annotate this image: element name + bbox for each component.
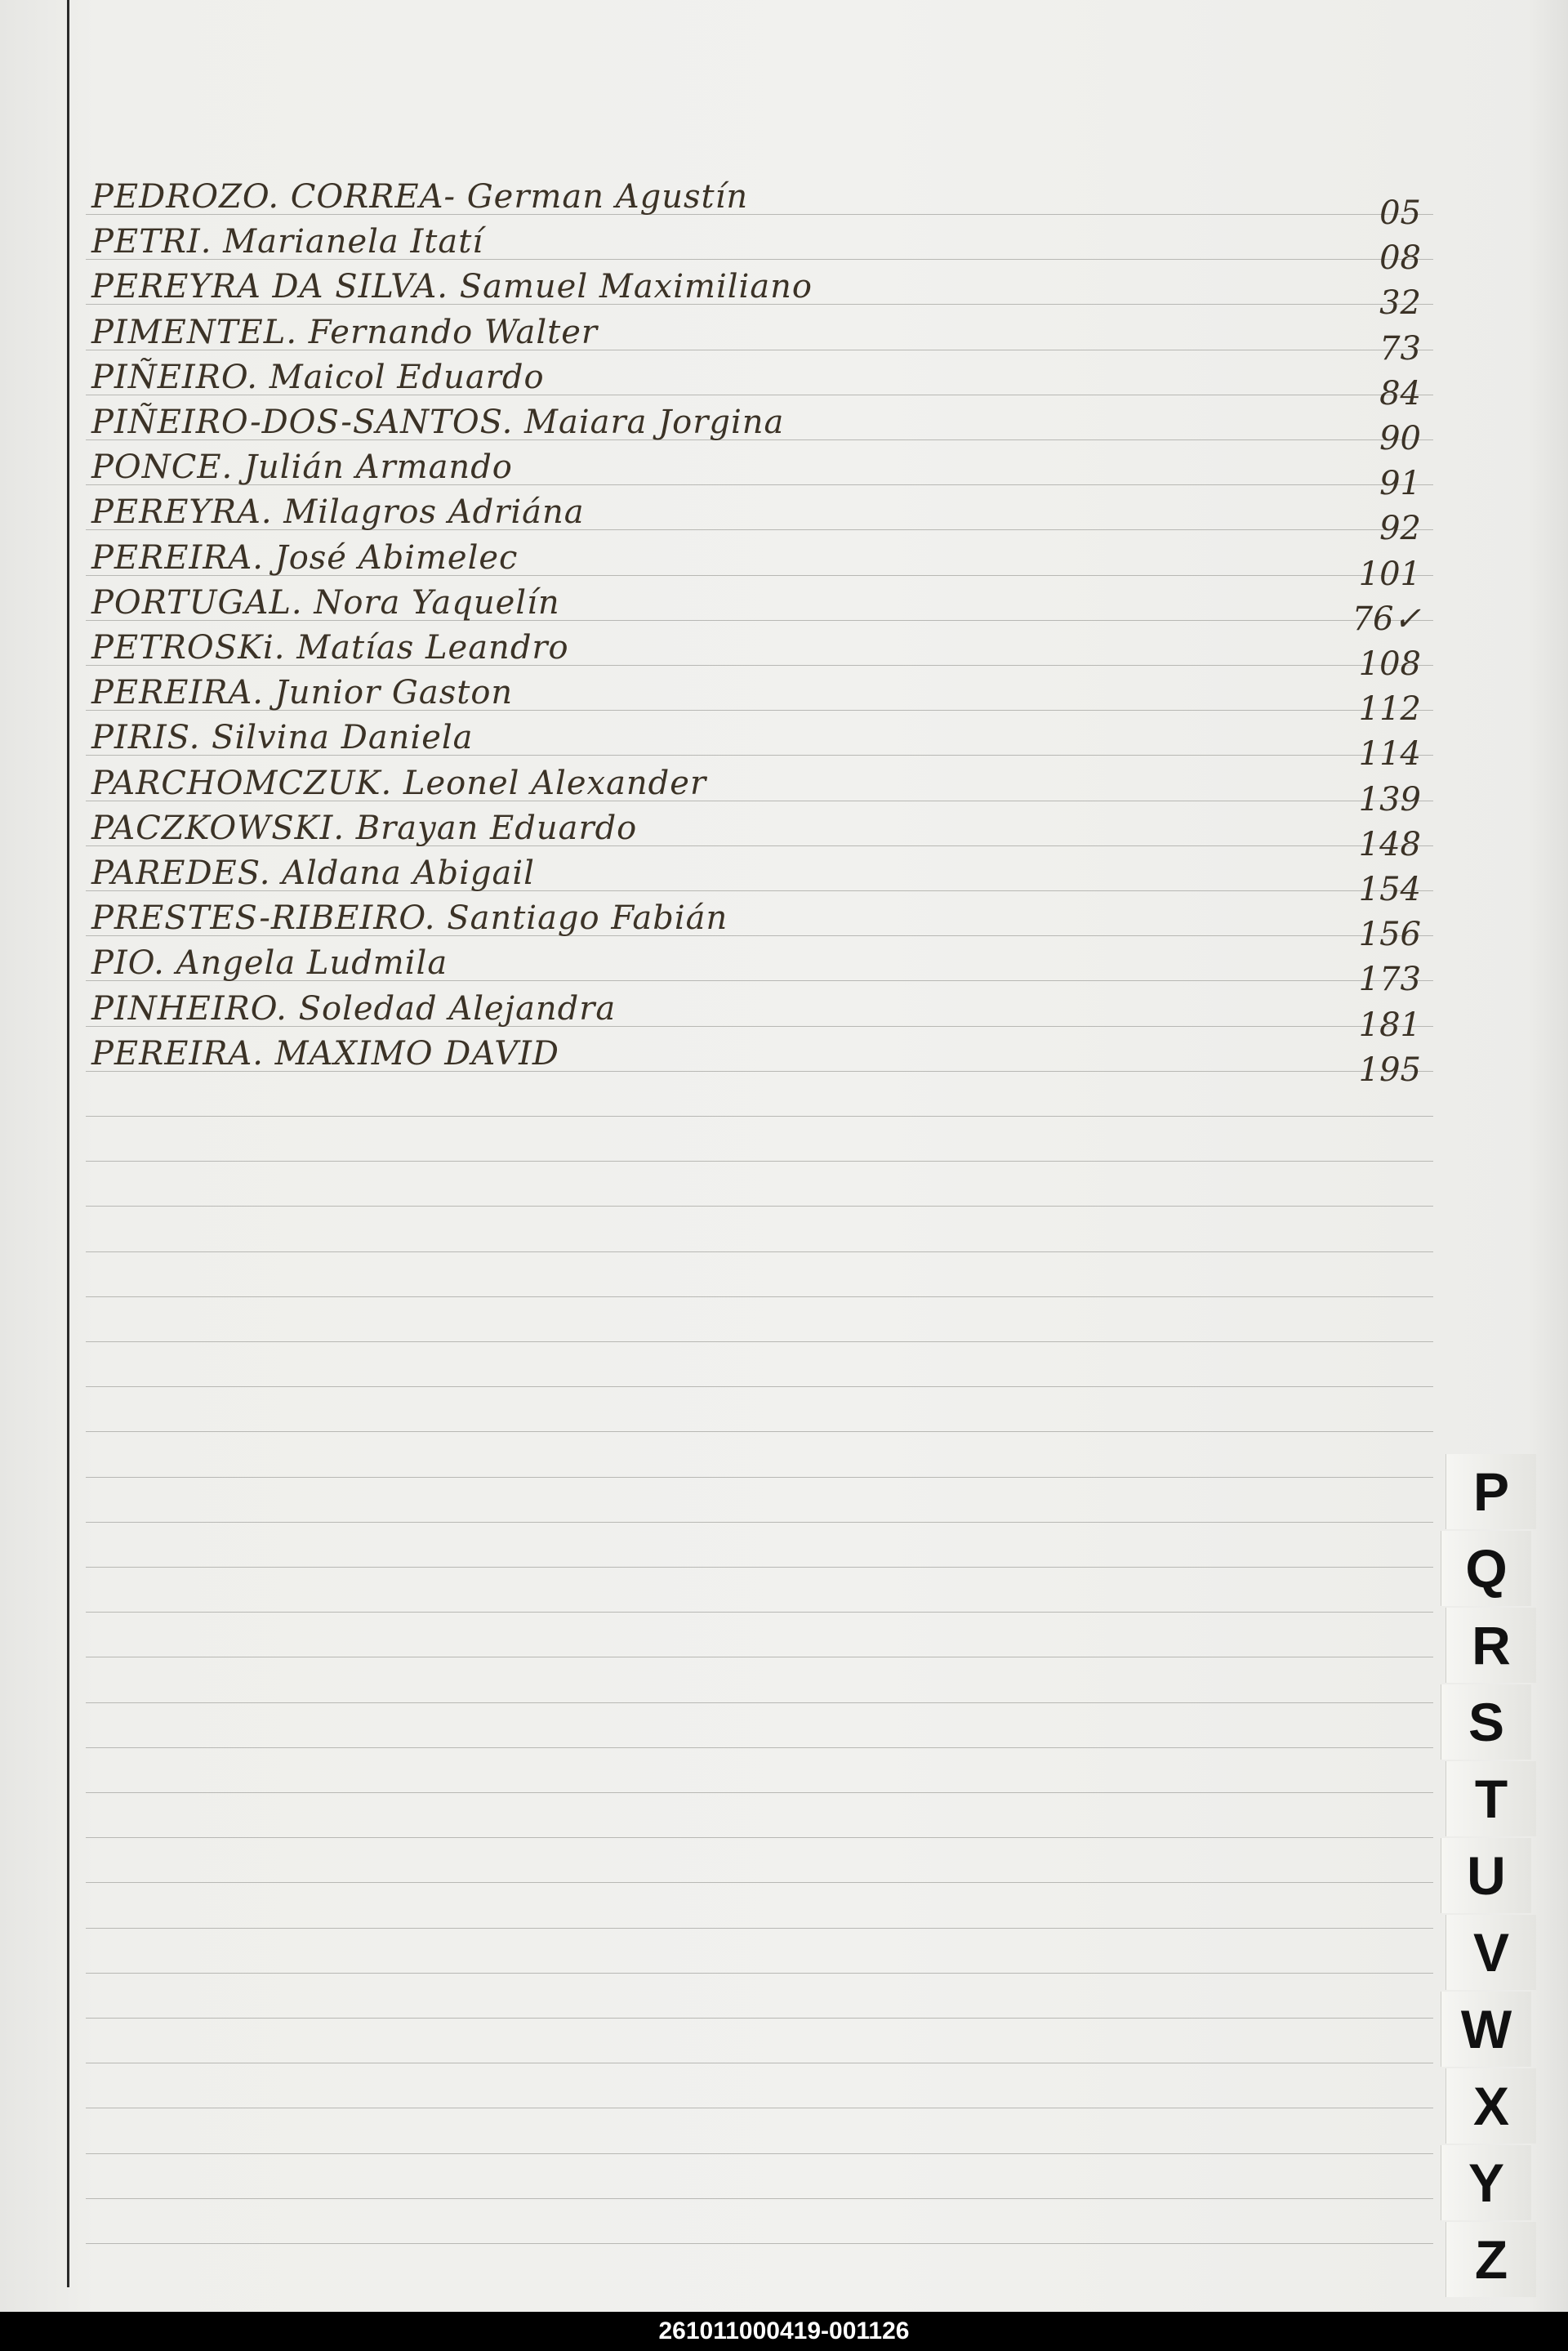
ruled-line xyxy=(86,2243,1433,2244)
entry-name: PEREYRA DA SILVA. Samuel Maximiliano xyxy=(91,268,813,306)
ruled-line xyxy=(86,1386,1433,1387)
ruled-line xyxy=(86,1522,1433,1523)
index-tab-t[interactable]: T xyxy=(1446,1761,1536,1836)
index-tab-u[interactable]: U xyxy=(1441,1838,1531,1913)
ruled-line xyxy=(86,1116,1433,1117)
entry-number: 91 xyxy=(1379,465,1421,502)
footer-bar xyxy=(0,2312,1568,2351)
entry-number: 76✓ xyxy=(1352,600,1421,638)
ruled-line xyxy=(86,1567,1433,1568)
index-tab-w[interactable]: W xyxy=(1441,1992,1531,2067)
entry-number: 114 xyxy=(1358,735,1421,773)
ruled-line xyxy=(86,1161,1433,1162)
entry-number: 156 xyxy=(1358,916,1421,953)
entry-name: PINHEIRO. Soledad Alejandra xyxy=(91,990,617,1028)
ruled-line xyxy=(86,1928,1433,1929)
entry-number: 90 xyxy=(1379,420,1421,457)
index-tab-r[interactable]: R xyxy=(1446,1608,1536,1683)
ruled-line xyxy=(86,1973,1433,1974)
entry-number: 108 xyxy=(1358,645,1421,683)
entry-name: PIO. Angela Ludmila xyxy=(91,944,448,982)
alphabet-index-tabs xyxy=(1446,1454,1535,2290)
entry-number: 84 xyxy=(1379,375,1421,413)
entry-name: PRESTES-RIBEIRO. Santiago Fabián xyxy=(91,899,728,937)
index-tab-x[interactable]: X xyxy=(1446,2068,1536,2144)
ruled-line xyxy=(86,1251,1433,1252)
entry-number: 101 xyxy=(1358,555,1421,593)
entry-name: PONCE. Julián Armando xyxy=(91,448,513,486)
entry-name: PIÑEIRO. Maicol Eduardo xyxy=(91,359,545,396)
index-tab-y[interactable]: Y xyxy=(1441,2145,1531,2220)
entry-number: 181 xyxy=(1358,1006,1421,1044)
entry-number: 139 xyxy=(1358,781,1421,819)
entry-number: 32 xyxy=(1379,284,1421,322)
index-tab-z[interactable]: Z xyxy=(1446,2222,1536,2297)
entry-number: 73 xyxy=(1379,330,1421,368)
entry-name: PORTUGAL. Nora Yaquelín xyxy=(91,584,560,622)
entry-name: PETRI. Marianela Itatí xyxy=(91,223,484,261)
index-tab-v[interactable]: V xyxy=(1446,1915,1536,1990)
entry-name: PEREIRA. Junior Gaston xyxy=(91,674,514,712)
ruled-line xyxy=(86,1612,1433,1613)
binding-edge xyxy=(67,0,69,2287)
ruled-line xyxy=(86,1477,1433,1478)
entry-number: 112 xyxy=(1358,690,1421,728)
entry-name: PEREIRA. José Abimelec xyxy=(91,539,519,577)
ruled-line xyxy=(86,1882,1433,1883)
ruled-line xyxy=(86,1837,1433,1838)
entry-name: PAREDES. Aldana Abigail xyxy=(91,854,535,892)
index-tab-s[interactable]: S xyxy=(1441,1684,1531,1760)
ruled-line xyxy=(86,1747,1433,1748)
entry-number: 195 xyxy=(1358,1051,1421,1089)
entry-name: PEDROZO. CORREA- German Agustín xyxy=(91,178,749,216)
entry-number: 173 xyxy=(1358,961,1421,998)
entry-name: PACZKOWSKI. Brayan Eduardo xyxy=(91,810,638,847)
index-tab-q[interactable]: Q xyxy=(1441,1531,1531,1606)
entry-name: PARCHOMCZUK. Leonel Alexander xyxy=(91,765,707,802)
document-id: 261011000419-001126 xyxy=(658,2318,910,2344)
ruled-line xyxy=(86,1792,1433,1793)
ruled-line xyxy=(86,2153,1433,2154)
index-tab-p[interactable]: P xyxy=(1446,1454,1536,1529)
entry-number: 05 xyxy=(1379,194,1421,232)
ruled-line xyxy=(86,1206,1433,1207)
ruled-line xyxy=(86,1431,1433,1432)
entry-number: 08 xyxy=(1379,239,1421,277)
entry-name: PIÑEIRO-DOS-SANTOS. Maiara Jorgina xyxy=(91,404,785,441)
entry-number: 148 xyxy=(1358,826,1421,863)
entry-name: PEREYRA. Milagros Adriána xyxy=(91,493,585,531)
entry-name: PEREIRA. MAXIMO DAVID xyxy=(91,1035,559,1073)
ruled-line xyxy=(86,1296,1433,1297)
ruled-line xyxy=(86,2198,1433,2199)
ruled-line xyxy=(86,1341,1433,1342)
entry-number: 154 xyxy=(1358,871,1421,908)
ruled-line xyxy=(86,1702,1433,1703)
entry-name: PIMENTEL. Fernando Walter xyxy=(91,314,599,351)
entry-name: PIRIS. Silvina Daniela xyxy=(91,719,474,756)
entry-number: 92 xyxy=(1379,510,1421,547)
ruled-line xyxy=(86,2018,1433,2019)
entry-name: PETROSKi. Matías Leandro xyxy=(91,629,569,667)
